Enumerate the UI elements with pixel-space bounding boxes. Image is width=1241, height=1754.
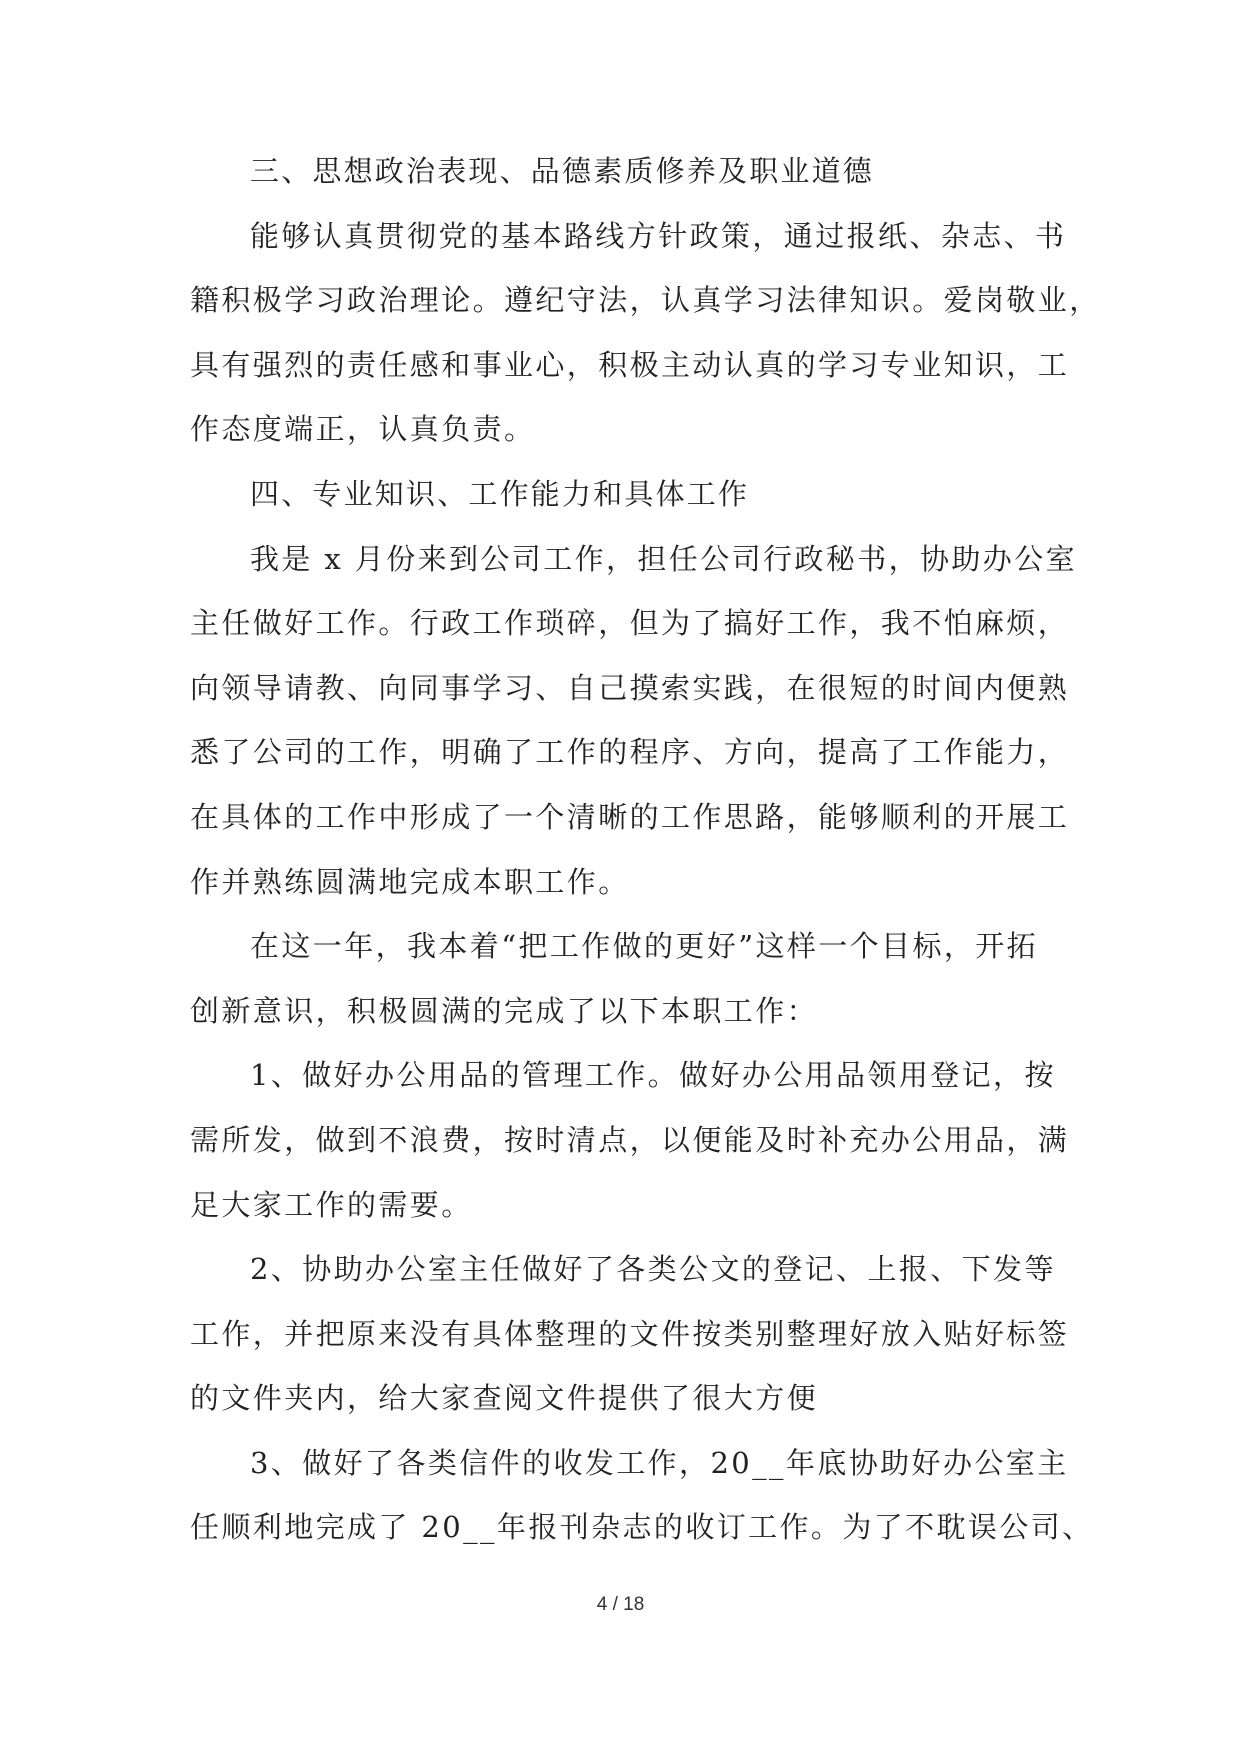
list-item-line: 工作，并把原来没有具体整理的文件按类别整理好放入贴好标签	[190, 1316, 1070, 1351]
document-body	[190, 154, 1101, 1575]
paragraph-line: 主任做好工作。行政工作琐碎，但为了搞好工作，我不怕麻烦，	[190, 606, 1070, 641]
list-item-line: 1、做好办公用品的管理工作。做好办公用品领用登记，按	[250, 1058, 1056, 1093]
paragraph-line: 能够认真贯彻党的基本路线方针政策，通过报纸、杂志、书	[250, 218, 1067, 253]
section-heading: 三、思想政治表现、品德素质修养及职业道德	[250, 154, 875, 188]
list-item-line: 3、做好了各类信件的收发工作，20__年底协助好办公室主	[250, 1445, 1069, 1480]
paragraph-line: 具有强烈的责任感和事业心，积极主动认真的学习专业知识，工	[190, 347, 1070, 382]
paragraph-line: 向领导请教、向同事学习、自己摸索实践，在很短的时间内便熟	[190, 670, 1070, 705]
paragraph-line: 在具体的工作中形成了一个清晰的工作思路，能够顺利的开展工	[190, 799, 1070, 834]
list-item-line: 需所发，做到不浪费，按时清点，以便能及时补充办公用品，满	[190, 1122, 1070, 1157]
paragraph-line: 作并熟练圆满地完成本职工作。	[190, 864, 630, 899]
page-number: 4 / 18	[596, 1594, 645, 1615]
paragraph-line: 在这一年，我本着“把工作做的更好”这样一个目标，开拓	[250, 929, 1039, 964]
section-heading: 四、专业知识、工作能力和具体工作	[250, 476, 750, 511]
list-item-line: 2、协助办公室主任做好了各类公文的登记、上报、下发等	[250, 1252, 1056, 1287]
paragraph-line: 作态度端正，认真负责。	[190, 412, 536, 447]
list-item-line: 任顺利地完成了 20__年报刊杂志的收订工作。为了不耽误公司、	[190, 1510, 1094, 1545]
paragraph-line: 创新意识，积极圆满的完成了以下本职工作：	[190, 993, 819, 1028]
list-item-line: 的文件夹内，给大家查阅文件提供了很大方便	[190, 1381, 819, 1416]
paragraph-line: 籍积极学习政治理论。遵纪守法，认真学习法律知识。爱岗敬业，	[190, 283, 1101, 318]
list-item-line: 足大家工作的需要。	[190, 1187, 473, 1222]
paragraph-line: 我是 x 月份来到公司工作，担任公司行政秘书，协助办公室	[250, 541, 1077, 576]
paragraph-line: 悉了公司的工作，明确了工作的程序、方向，提高了工作能力，	[190, 735, 1070, 770]
